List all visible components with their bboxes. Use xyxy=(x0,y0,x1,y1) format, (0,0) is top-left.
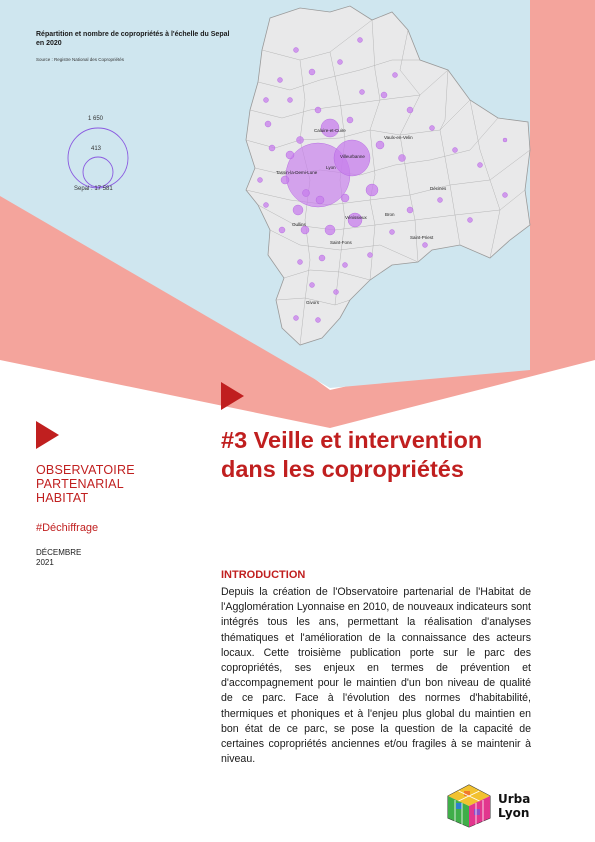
legend-label-mid: 413 xyxy=(91,146,102,152)
urbalyon-cube-icon xyxy=(444,783,494,829)
place-label: Saint-Priest xyxy=(410,235,434,240)
place-label: Villeurbanne xyxy=(340,154,365,159)
date-month: DÉCEMBRE xyxy=(36,548,82,557)
map-source: Source : Registre National des Copropriétés xyxy=(36,57,125,62)
logo-text xyxy=(498,792,530,820)
observatory-label xyxy=(36,463,135,505)
place-label: Saint-Fons xyxy=(330,240,352,245)
observatory-line-3: HABITAT xyxy=(36,491,89,505)
observatory-line-1: OBSERVATOIRE xyxy=(36,463,135,477)
legend-label-total: Sepal : 17 581 xyxy=(74,186,113,192)
intro-body: Depuis la création de l'Observatoire partenarial de l'Habitat de l'Agglomération Lyonnaise en 2010, de nouveaux indicateurs sont intégrés tous les ans, permettant la réalisation d'analyses thématiques et l'amélioration de la connaissance des acteurs locaux. Cette troisième publication porte sur le parc des copropriétés, ses enjeux en termes de prévention et d'accompagnement pour le maintien d'un bon niveau de qualité de ce parc. Face à l'évolution des normes d'habitabilité, thermiques et phoniques et à l'enjeu plus global du maintien en bon état de ce parc, se pose la question de la capacité de certaines copropriétés anciennes et/ou fragiles à se maintenir à niveau. xyxy=(221,586,531,766)
observatory-line-2: PARTENARIAL xyxy=(36,477,124,491)
page-title-line-1: #3 Veille et intervention xyxy=(221,427,483,453)
place-label: Tassin-la-Demi-Lune xyxy=(276,170,318,175)
place-label: Lyon xyxy=(326,165,336,170)
logo-line-1: Urba xyxy=(498,792,531,806)
salmon-right-band xyxy=(530,0,595,370)
hashtag-label: #Déchiffrage xyxy=(36,522,99,534)
place-label: Bron xyxy=(385,212,395,217)
intro-heading: INTRODUCTION xyxy=(221,569,306,581)
legend-label-max: 1 650 xyxy=(88,116,104,122)
place-label: Vénissieux xyxy=(345,215,367,220)
page-title-line-2: dans les copropriétés xyxy=(221,456,464,482)
place-label: Givors xyxy=(306,300,320,305)
place-label: Caluire-et-Cuire xyxy=(314,128,346,133)
place-label: Décines xyxy=(430,186,447,191)
page-title xyxy=(221,426,551,484)
place-label: Oullins xyxy=(292,222,306,227)
date-year: 2021 xyxy=(36,558,54,567)
place-label: Vaulx-en-Velin xyxy=(384,135,413,140)
logo-line-2: Lyon xyxy=(498,806,530,820)
map-title: Répartition et nombre de copropriétés à l'échelle du Sepal en 2020 xyxy=(36,31,230,47)
publication-date xyxy=(36,548,81,568)
